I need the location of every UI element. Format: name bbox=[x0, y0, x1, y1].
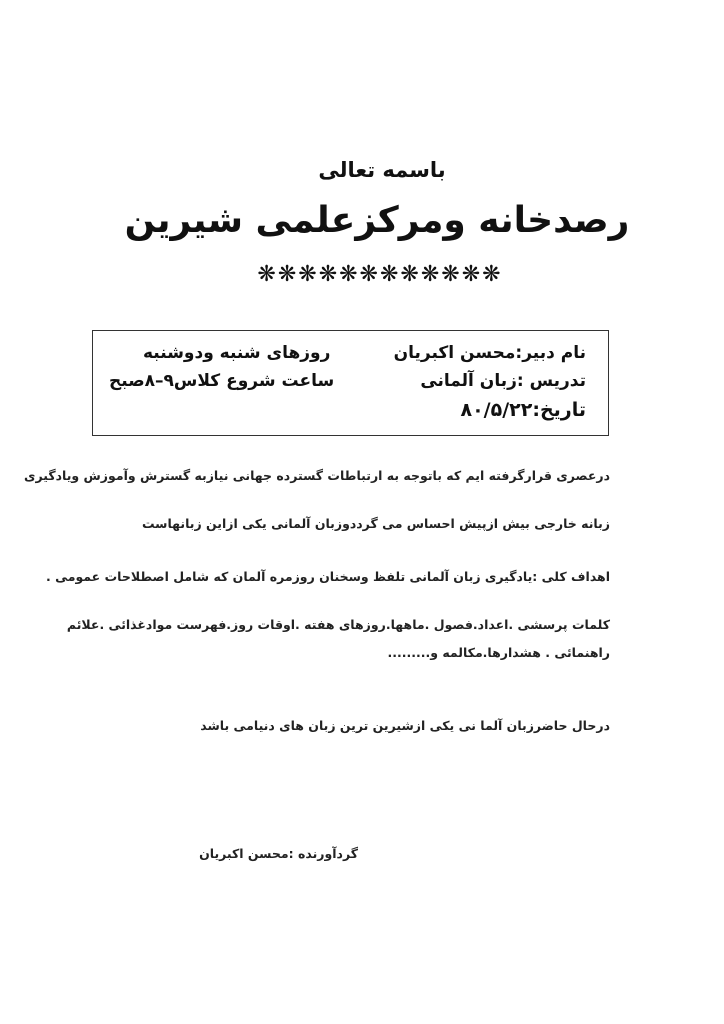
class-days: روزهای شنبه ودوشنبه bbox=[143, 343, 331, 363]
paragraph-goals: اهداف کلی :یادگیری زبان آلمانی تلفظ وسخنان روزمره آلمان که شامل اصطلاحات عمومی . bbox=[45, 569, 610, 584]
paragraph-closing: درحال حاضرزبان آلما نی یکی ازشیرین ترین زبان های دنیامی باشد bbox=[200, 718, 610, 733]
class-start-time: ساعت شروع کلاس۹–۸صبح bbox=[109, 371, 335, 391]
ornament-divider: ❋❋❋❋❋❋❋❋❋❋❋❋ bbox=[257, 262, 503, 287]
paragraph-topics-line-1: کلمات پرسشی .اعداد.فصول .ماهها.روزهای هفته .اوقات روز.فهرست موادغذائی .علائم bbox=[66, 617, 610, 632]
paragraph-intro-line-2: زبانه خارجی بیش ازپیش احساس می گرددوزبان آلمانی یکی ازاین زبانهاست bbox=[141, 516, 610, 531]
document-date: تاریخ:۸۰/۵/۲۲ bbox=[460, 399, 586, 421]
paragraph-intro-line-1: درعصری قرارگرفته ایم که باتوجه به ارتباطات گسترده جهانی نیازبه گسترش وآموزش ویادگیری bbox=[24, 468, 610, 483]
class-info-box bbox=[92, 330, 609, 436]
teacher-name: نام دبیر:محسن اکبریان bbox=[393, 343, 586, 363]
paragraph-topics-line-2: راهنمائی . هشدارها.مکالمه و......... bbox=[387, 645, 610, 660]
subject-name: تدریس :زبان آلمانی bbox=[420, 371, 586, 391]
document-subtitle: باسمه تعالی bbox=[318, 158, 446, 182]
document-title: رصدخانه ومرکزعلمی شیرین bbox=[124, 200, 630, 241]
compiler-signature: گردآورنده :محسن اکبریان bbox=[199, 846, 358, 861]
